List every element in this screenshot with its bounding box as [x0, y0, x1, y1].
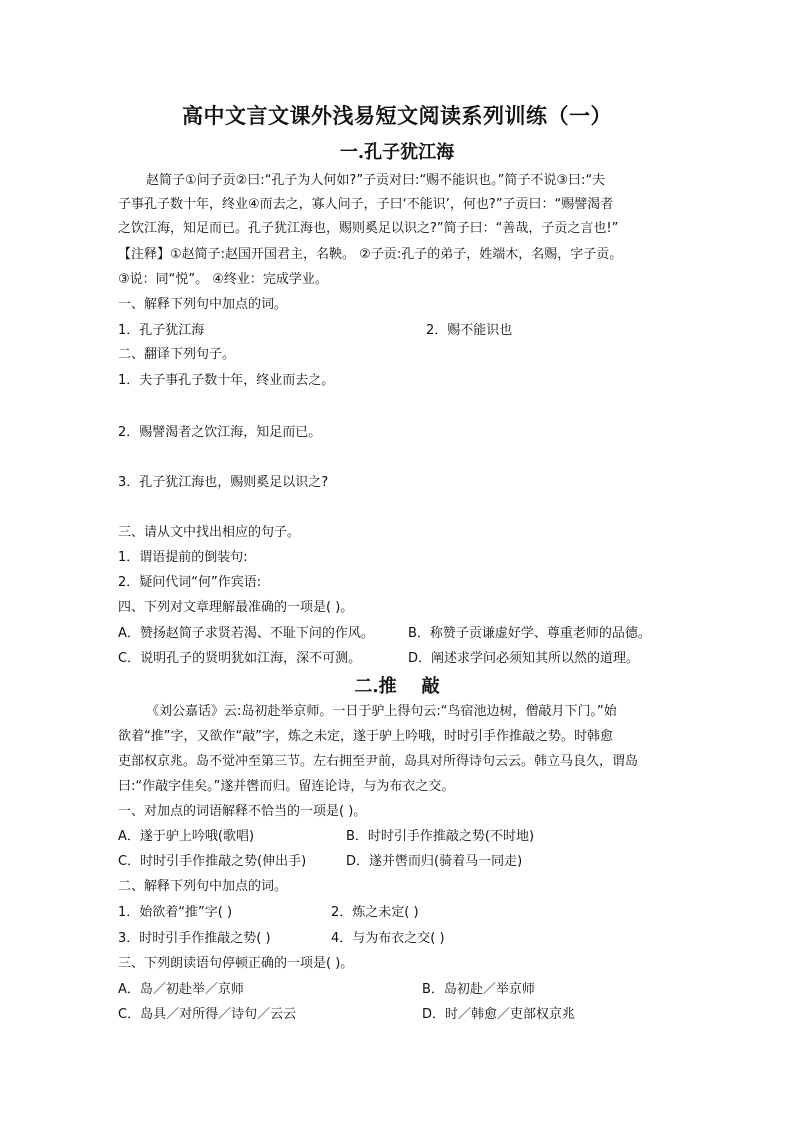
- s2-q2-item-4: 4．与为布衣之交( ): [331, 931, 445, 946]
- s1-q2-label: 二、翻译下列句子。: [118, 347, 236, 362]
- s2-passage-line: 吏部权京兆。岛不觉冲至第三节。左右拥至尹前，岛具对所得诗句云云。韩立马良久，谓岛: [118, 754, 639, 769]
- section1-heading: 一.孔子犹江海: [339, 142, 455, 163]
- s1-passage-line: 子事孔子数十年，终业④而去之，寡人问子，子曰‘不能识’，何也?”子贡曰：“赐譬渴者: [118, 197, 614, 212]
- s1-q3-item: 1．谓语提前的倒装句:: [118, 550, 248, 565]
- s1-q4-option-b: B．称赞子贡谦虚好学、尊重老师的品德。: [408, 626, 651, 641]
- s2-q2-label: 二、解释下列句中加点的词。: [118, 879, 288, 894]
- s1-q3-label: 三、请从文中找出相应的句子。: [118, 525, 301, 540]
- s1-q2-item: 2．赐譬渴者之饮江海，知足而已。: [118, 425, 322, 440]
- s2-q3-option-a: A．岛／初赴举／京师: [118, 982, 244, 997]
- document-title: 高中文言文课外浅易短文阅读系列训练（一）: [182, 103, 612, 128]
- s2-q2-item-2: 2．炼之未定( ): [331, 905, 419, 920]
- s2-q3-option-d: D．时／韩愈／吏部权京兆: [422, 1007, 576, 1022]
- s1-q4-label: 四、下列对文章理解最准确的一项是( )。: [118, 600, 354, 615]
- s1-note-line: 【注释】①赵简子:赵国开国君主，名鞅。 ②子贡:孔子的弟子，姓端木，名赐，字子贡。: [118, 247, 623, 262]
- s2-q1-option-c: C．时时引手作推敲之势(伸出手): [118, 854, 307, 869]
- s1-q3-item: 2．疑问代词“何”作宾语:: [118, 575, 262, 590]
- s1-passage-line: 之饮江海，知足而已。孔子犹江海也，赐则奚足以识之?”简子曰：“善哉，子贡之言也!”: [118, 221, 619, 236]
- s2-q2-item-3: 3．时时引手作推敲之势( ): [118, 931, 271, 946]
- s1-q4-option-a: A．赞扬赵简子求贤若渴、不耻下问的作风。: [118, 626, 374, 641]
- s1-note-line: ③说：同“悦”。 ④终业：完成学业。: [118, 272, 328, 287]
- s2-passage-line: 欲着“推”字，又欲作“敲”字，炼之未定，遂于驴上吟哦，时时引手作推敲之势。时韩愈: [118, 729, 613, 744]
- s2-q3-option-c: C．岛具／对所得／诗句／云云: [118, 1007, 297, 1022]
- s1-q2-item: 3．孔子犹江海也，赐则奚足以识之?: [118, 475, 329, 490]
- s2-q3-label: 三、下列朗读语句停顿正确的一项是( )。: [118, 956, 354, 971]
- s2-q3-option-b: B．岛初赴／举京师: [422, 982, 535, 997]
- s1-q4-option-d: D．阐述求学问必须知其所以然的道理。: [408, 651, 640, 666]
- s2-passage-line: 曰:“作敲字佳矣。”遂并辔而归。留连论诗，与为布衣之交。: [118, 779, 455, 794]
- s1-q1-label: 一、解释下列句中加点的词。: [118, 297, 288, 312]
- s1-passage-line: 赵简子①问子贡②曰:“孔子为人何如?”子贡对曰:“赐不能识也。”简子不说③曰:“夫: [146, 173, 606, 188]
- s2-q1-label: 一、对加点的词语解释不恰当的一项是( )。: [118, 804, 367, 819]
- s2-passage-line: 《刘公嘉话》云:岛初赴举京师。一日于驴上得句云:“鸟宿池边树，僧敲月下门。”始: [146, 704, 617, 719]
- section2-heading: 二.推 敲: [354, 676, 440, 697]
- s2-q1-option-b: B．时时引手作推敲之势(不时地): [346, 829, 535, 844]
- s2-q2-item-1: 1．始欲着“推”字( ): [118, 905, 233, 920]
- s1-q2-item: 1．夫子事孔子数十年，终业而去之。: [118, 373, 335, 388]
- s1-q1-item-a: 1．孔子犹江海: [118, 323, 205, 338]
- s2-q1-option-a: A．遂于驴上吟哦(歌唱): [118, 829, 255, 844]
- s1-q1-item-b: 2．赐不能识也: [426, 323, 513, 338]
- s1-q4-option-c: C．说明孔子的贤明犹如江海，深不可测。: [118, 651, 362, 666]
- s2-q1-option-d: D．遂并辔而归(骑着马一同走): [346, 854, 523, 869]
